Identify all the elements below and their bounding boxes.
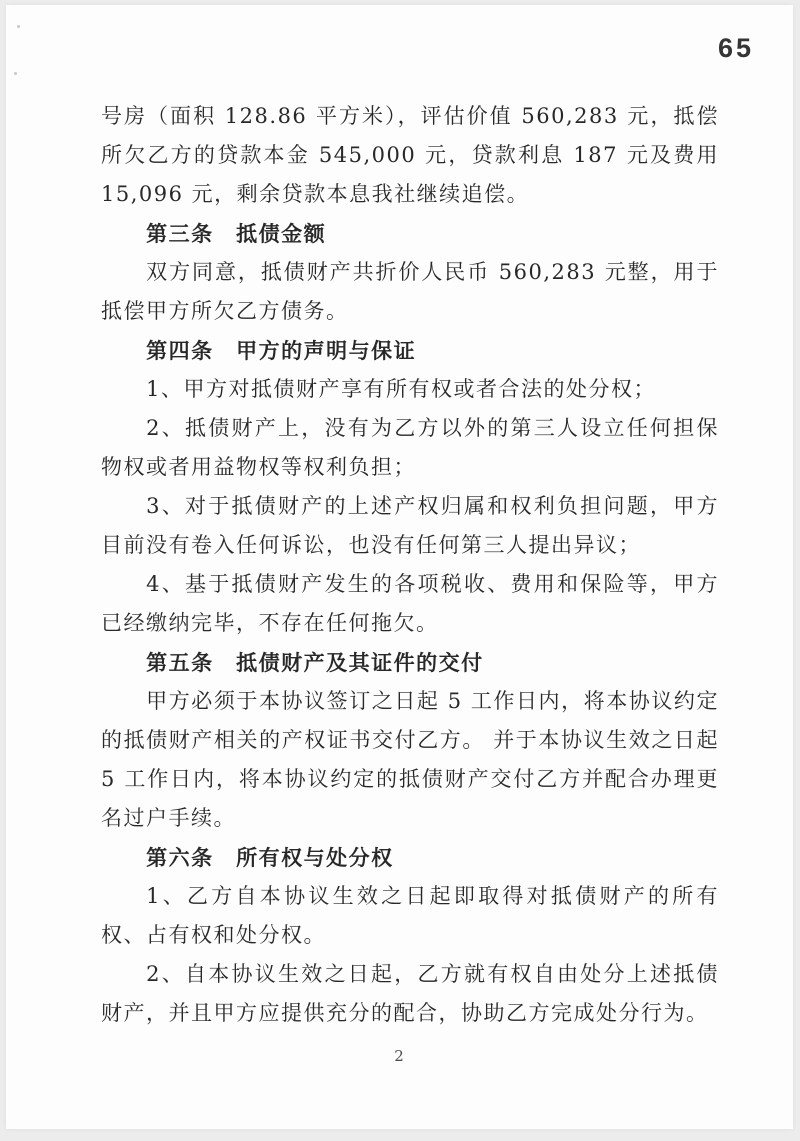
paragraph: 甲方必须于本协议签订之日起 5 工作日内，将本协议约定的抵债财产相关的产权证书交付乙方。 并于本协议生效之日起 5 工作日内，将本协议约定的抵债财产交付乙方并配合办理更名过户手续。 bbox=[101, 689, 719, 830]
paragraph: 双方同意，抵债财产共折价人民币 560,283 元整，用于抵偿甲方所欠乙方债务。 bbox=[101, 260, 719, 323]
scan-speckle bbox=[17, 25, 20, 28]
footer-page-number: 2 bbox=[394, 1047, 405, 1065]
paragraph: 1、乙方自本协议生效之日起即取得对抵债财产的所有权、占有权和处分权。 bbox=[101, 884, 719, 947]
paragraph: 号房（面积 128.86 平方米），评估价值 560,283 元，抵偿所欠乙方的贷款本金 545,000 元，贷款利息 187 元及费用 15,096 元，剩余贷款本息我社继续追偿。 bbox=[101, 104, 719, 206]
document-page bbox=[6, 5, 793, 1129]
section-heading: 第三条 抵债金额 bbox=[146, 221, 327, 246]
page-corner-number: 65 bbox=[718, 33, 755, 63]
section-heading: 第四条 甲方的声明与保证 bbox=[146, 338, 417, 363]
paragraph: 2、抵债财产上，没有为乙方以外的第三人设立任何担保物权或者用益物权等权利负担； bbox=[101, 416, 719, 479]
paragraph: 1、甲方对抵债财产享有所有权或者合法的处分权； bbox=[146, 377, 656, 401]
scan-speckle bbox=[14, 72, 17, 75]
paragraph: 3、对于抵债财产的上述产权归属和权利负担问题，甲方目前没有卷入任何诉讼，也没有任何第三人提出异议； bbox=[101, 494, 719, 557]
section-heading: 第五条 抵债财产及其证件的交付 bbox=[146, 650, 484, 675]
document-content bbox=[101, 97, 719, 1033]
paragraph: 4、基于抵债财产发生的各项税收、费用和保险等，甲方已经缴纳完毕，不存在任何拖欠。 bbox=[101, 572, 719, 635]
section-heading: 第六条 所有权与处分权 bbox=[146, 845, 394, 870]
paragraph: 2、自本协议生效之日起，乙方就有权自由处分上述抵债财产，并且甲方应提供充分的配合，协助乙方完成处分行为。 bbox=[101, 962, 719, 1025]
